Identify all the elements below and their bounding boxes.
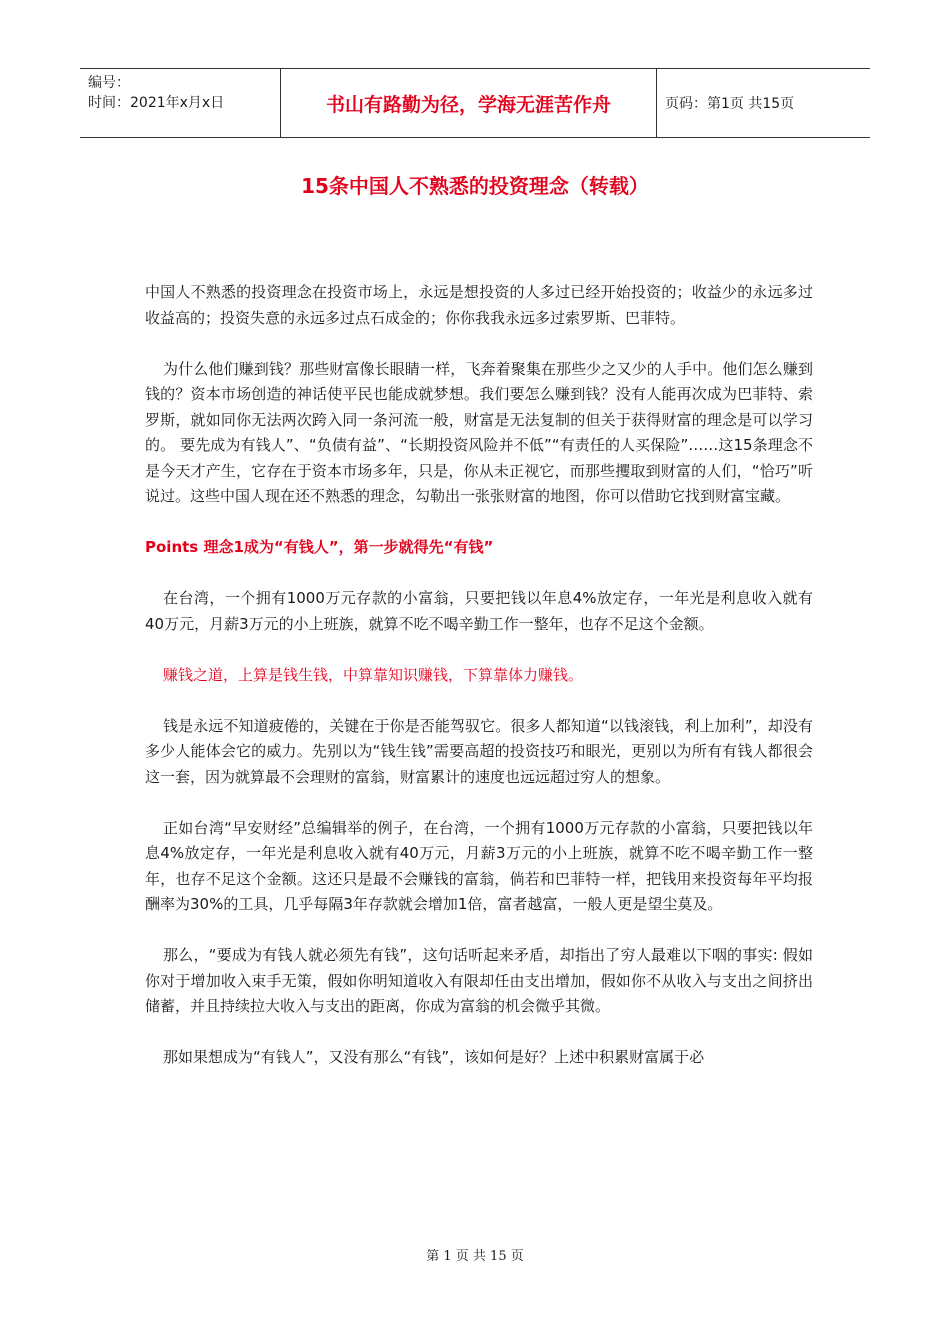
number-label: 编号：: [88, 75, 130, 91]
paragraph: 那如果想成为“有钱人”，又没有那么“有钱”，该如何是好？上述中积累财富属于必: [163, 1048, 705, 1066]
paragraph: 为什么他们赚到钱？那些财富像长眼睛一样，飞奔着聚集在那些少之又少的人手中。他们怎么赚到钱的？资本市场创造的神话使平民也能成就梦想。我们要怎么赚到钱？没有人能再次成为巴菲特、索罗斯，就如同你无法两次跨入同一条河流一般，财富是无法复制的但关于获得财富的理念是可以学习的。 要先成为有钱人”、“负债有益”、“长期投资风险并不低”“有责任的人买保险”……这15条理念不是今天才产生，它存在于资本市场多年，只是，你从未正视它，而那些攫取到财富的人们，“恰巧”听说过。这些中国人现在还不熟悉的理念，勾勒出一张张财富的地图，你可以借助它找到财富宝藏。: [145, 359, 813, 505]
paragraph: 正如台湾“早安财经”总编辑举的例子，在台湾，一个拥有1000万元存款的小富翁，只要把钱以年息4%放定存，一年光是利息收入就有40万元，月薪3万元的小上班族，就算不吃不喝辛勤工作一整年，也存不足这个金额。这还只是最不会赚钱的富翁，倘若和巴菲特一样，把钱用来投资每年平均报酬率为30%的工具，几乎每隔3年存款就会增加1倍，富者越富，一般人更是望尘莫及。: [145, 818, 813, 913]
page-footer: 第 1 页 共 15 页: [426, 1249, 524, 1264]
header-motto: 书山有路勤为径，学海无涯苦作舟: [280, 69, 657, 137]
header-info-cell: [80, 69, 280, 137]
highlight-quote: 赚钱之道，上算是钱生钱，中算靠知识赚钱，下算靠体力赚钱。: [163, 665, 584, 684]
paragraph-intro: 中国人不熟悉的投资理念在投资市场上，永远是想投资的人多过已经开始投资的；收益少的永远多过收益高的；投资失意的永远多过点石成金的；你你我我永远多过索罗斯、巴菲特。: [145, 283, 813, 327]
document-header: [80, 68, 870, 138]
paragraph: 钱是永远不知道疲倦的，关键在于你是否能驾驭它。很多人都知道“以钱滚钱，利上加利”，却没有多少人能体会它的威力。先别以为“钱生钱”需要高超的投资技巧和眼光，更别以为所有有钱人都很会这一套，因为就算最不会理财的富翁，财富累计的速度也远远超过穷人的想象。: [145, 716, 813, 786]
document-body: [145, 280, 813, 1096]
header-page-label: 页码：第1页 共15页: [665, 96, 795, 112]
date-label: 时间：2021年x月x日: [88, 95, 225, 111]
section-heading: Points 理念1成为“有钱人”，第一步就得先“有钱”: [145, 538, 494, 556]
document-title: 15条中国人不熟悉的投资理念（转载）: [301, 174, 649, 198]
paragraph: 在台湾，一个拥有1000万元存款的小富翁，只要把钱以年息4%放定存，一年光是利息收入就有40万元，月薪3万元的小上班族，就算不吃不喝辛勤工作一整年，也存不足这个金额。: [145, 589, 813, 633]
paragraph: 那么，“要成为有钱人就必须先有钱”，这句话听起来矛盾，却指出了穷人最难以下咽的事实: 假如你对于增加收入束手无策，假如你明知道收入有限却任由支出增加，假如你不从收入与支出之间挤出储蓄，并且持续拉大收入与支出的距离，你成为富翁的机会微乎其微。: [145, 946, 813, 1015]
